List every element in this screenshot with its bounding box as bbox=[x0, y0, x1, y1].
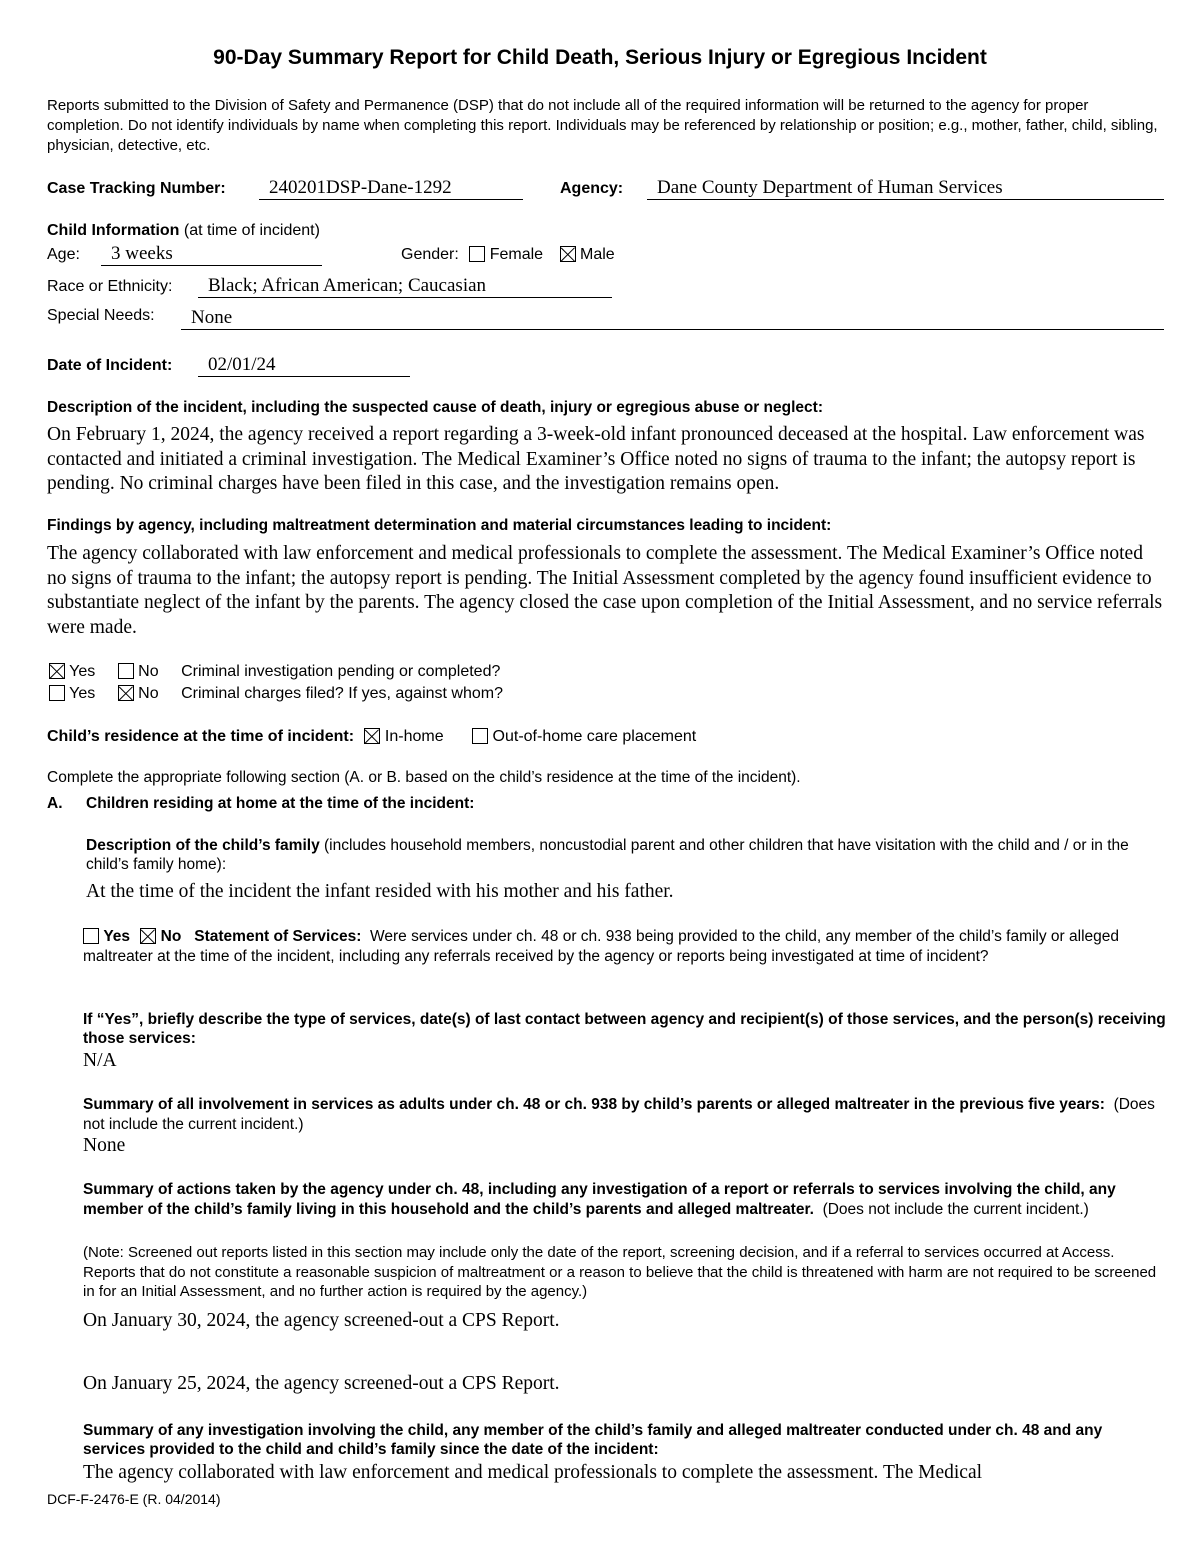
investigation-yes-checkbox[interactable] bbox=[49, 663, 65, 679]
charges-question: Criminal charges filed? If yes, against whom? bbox=[181, 685, 503, 702]
adult-text: None bbox=[83, 1135, 126, 1156]
residence-label: Child’s residence at the time of incident: bbox=[47, 728, 355, 745]
age-label: Age: bbox=[47, 246, 80, 263]
child-info-heading bbox=[47, 222, 320, 240]
criminal-investigation-row bbox=[49, 663, 500, 681]
services-yes-checkbox[interactable] bbox=[83, 928, 99, 944]
services-yes-label: Yes bbox=[103, 928, 131, 945]
case-tracking-field[interactable]: 240201DSP-Dane-1292 bbox=[259, 177, 523, 200]
in-home-checkbox[interactable] bbox=[364, 728, 380, 744]
adult-heading-text: Summary of all involvement in services as adults under ch. 48 or ch. 938 by child’s parents or alleged maltreater in the previous five years: bbox=[83, 1096, 1105, 1113]
intro-paragraph: Reports submitted to the Division of Safety and Permanence (DSP) that do not include all of the required information will be returned to the agency for proper completion. Do not identify individuals by name when completing this report. Individuals may be referenced by relationship or position; e.g., mother, father, child, sibling, physician, detective, etc. bbox=[47, 97, 1158, 154]
charges-yes-label: Yes bbox=[69, 685, 96, 702]
special-needs-label: Special Needs: bbox=[47, 307, 155, 324]
family-heading bbox=[86, 836, 1166, 874]
description-text: On February 1, 2024, the agency received a report regarding a 3-week-old infant pronounced deceased at the hospital. Law enforcement was contacted and initiated a criminal investigation. The Medical Examiner’s Office noted no signs of trauma to the infant; the autopsy report is pending. No criminal charges have been filed in this case, and the investigation remains open. bbox=[47, 424, 1145, 494]
services-question: Were services under ch. 48 or ch. 938 being provided to the child, any member of the child’s family or alleged maltreater at the time of the incident, including any referrals received by the agency or reports being investigated at time of incident? bbox=[83, 928, 1120, 965]
charges-no-label: No bbox=[138, 685, 159, 702]
if-yes-heading: If “Yes”, briefly describe the type of services, date(s) of last contact between agency and recipient(s) of those services, and the person(s) receiving those services: bbox=[83, 1011, 1166, 1047]
section-instruction: Complete the appropriate following section (A. or B. based on the child’s residence at the time of the incident). bbox=[47, 769, 801, 786]
actions-heading bbox=[83, 1180, 1168, 1219]
services-label: Statement of Services: bbox=[194, 928, 362, 945]
gender-male-checkbox[interactable] bbox=[560, 246, 576, 262]
actions-entry-1: On January 30, 2024, the agency screened-out a CPS Report. bbox=[83, 1310, 560, 1331]
race-label: Race or Ethnicity: bbox=[47, 278, 173, 295]
adult-heading bbox=[83, 1095, 1168, 1134]
actions-heading-text: Summary of actions taken by the agency under ch. 48, including any investigation of a report or referrals to services involving the child, any member of the child’s family living in this household and the child’s parents and alleged maltreater. bbox=[83, 1181, 1116, 1218]
in-home-label: In-home bbox=[384, 728, 444, 745]
services-block bbox=[83, 927, 1168, 966]
family-heading-note: (includes household members, noncustodial parent and other children that have visitation with the child and / or in the child’s family home): bbox=[86, 837, 1129, 873]
race-field[interactable]: Black; African American; Caucasian bbox=[198, 275, 612, 298]
services-no-checkbox[interactable] bbox=[140, 928, 156, 944]
case-tracking-label: Case Tracking Number: bbox=[47, 180, 226, 197]
family-heading-text: Description of the child’s family bbox=[86, 837, 320, 854]
form-id: DCF-F-2476-E (R. 04/2014) bbox=[47, 1491, 221, 1507]
date-of-incident-field[interactable]: 02/01/24 bbox=[198, 354, 410, 377]
actions-note: (Note: Screened out reports listed in this section may include only the date of the report, screening decision, and if a referral to services occurred at Access. Reports that do not constitute a reasonable suspicion of maltreatment or a reason to believe that the child is threatened with harm are not required to be screened in for an Initial Assessment, and no further action is required by the agency.) bbox=[83, 1244, 1157, 1300]
age-field[interactable]: 3 weeks bbox=[101, 243, 322, 266]
investigation-yes-label: Yes bbox=[69, 663, 96, 680]
section-a-letter: A. bbox=[47, 795, 63, 812]
investigation-no-label: No bbox=[138, 663, 159, 680]
investigation-no-checkbox[interactable] bbox=[118, 663, 134, 679]
actions-heading-note: (Does not include the current incident.) bbox=[822, 1200, 1089, 1218]
services-no-label: No bbox=[160, 928, 182, 945]
out-of-home-label: Out-of-home care placement bbox=[492, 728, 697, 745]
if-yes-text: N/A bbox=[83, 1050, 117, 1071]
investigation-question: Criminal investigation pending or completed? bbox=[181, 663, 501, 680]
charges-no-checkbox[interactable] bbox=[118, 685, 134, 701]
gender-row bbox=[401, 246, 615, 264]
child-info-heading-text: Child Information bbox=[47, 222, 180, 239]
charges-yes-checkbox[interactable] bbox=[49, 685, 65, 701]
section-a-heading: Children residing at home at the time of the incident: bbox=[86, 795, 475, 812]
child-info-heading-note: (at time of incident) bbox=[183, 222, 320, 239]
gender-female-label: Female bbox=[489, 246, 544, 263]
gender-female-checkbox[interactable] bbox=[469, 246, 485, 262]
adult-heading-note: (Does not include the current incident.) bbox=[83, 1096, 1155, 1133]
investigation-text: The agency collaborated with law enforcement and medical professionals to complete the assessment. The Medical bbox=[83, 1462, 983, 1483]
page-title: 90-Day Summary Report for Child Death, Serious Injury or Egregious Incident bbox=[213, 46, 987, 69]
findings-heading: Findings by agency, including maltreatment determination and material circumstances leading to incident: bbox=[47, 517, 832, 534]
criminal-charges-row bbox=[49, 685, 503, 703]
actions-entry-2: On January 25, 2024, the agency screened-out a CPS Report. bbox=[83, 1373, 560, 1394]
family-text: At the time of the incident the infant resided with his mother and his father. bbox=[86, 881, 674, 902]
out-of-home-checkbox[interactable] bbox=[472, 728, 488, 744]
residence-row bbox=[47, 728, 696, 746]
special-needs-field[interactable]: None bbox=[181, 307, 1164, 330]
description-heading: Description of the incident, including the suspected cause of death, injury or egregious abuse or neglect: bbox=[47, 399, 823, 416]
agency-label: Agency: bbox=[560, 180, 624, 197]
agency-field[interactable]: Dane County Department of Human Services bbox=[647, 177, 1164, 200]
gender-male-label: Male bbox=[579, 246, 615, 263]
findings-text: The agency collaborated with law enforcement and medical professionals to complete the assessment. The Medical Examiner’s Office noted no signs of trauma to the infant; the autopsy report is pending. The Initial Assessment completed by the agency found insufficient evidence to substantiate neglect of the infant by the parents. The agency closed the case upon completion of the Initial Assessment, and no service referrals were made. bbox=[47, 543, 1163, 638]
gender-label: Gender: bbox=[401, 246, 459, 263]
investigation-heading: Summary of any investigation involving the child, any member of the child’s family and alleged maltreater conducted under ch. 48 and any services provided to the child and child’s family since the date of the incident: bbox=[83, 1422, 1103, 1458]
date-of-incident-label: Date of Incident: bbox=[47, 357, 173, 374]
